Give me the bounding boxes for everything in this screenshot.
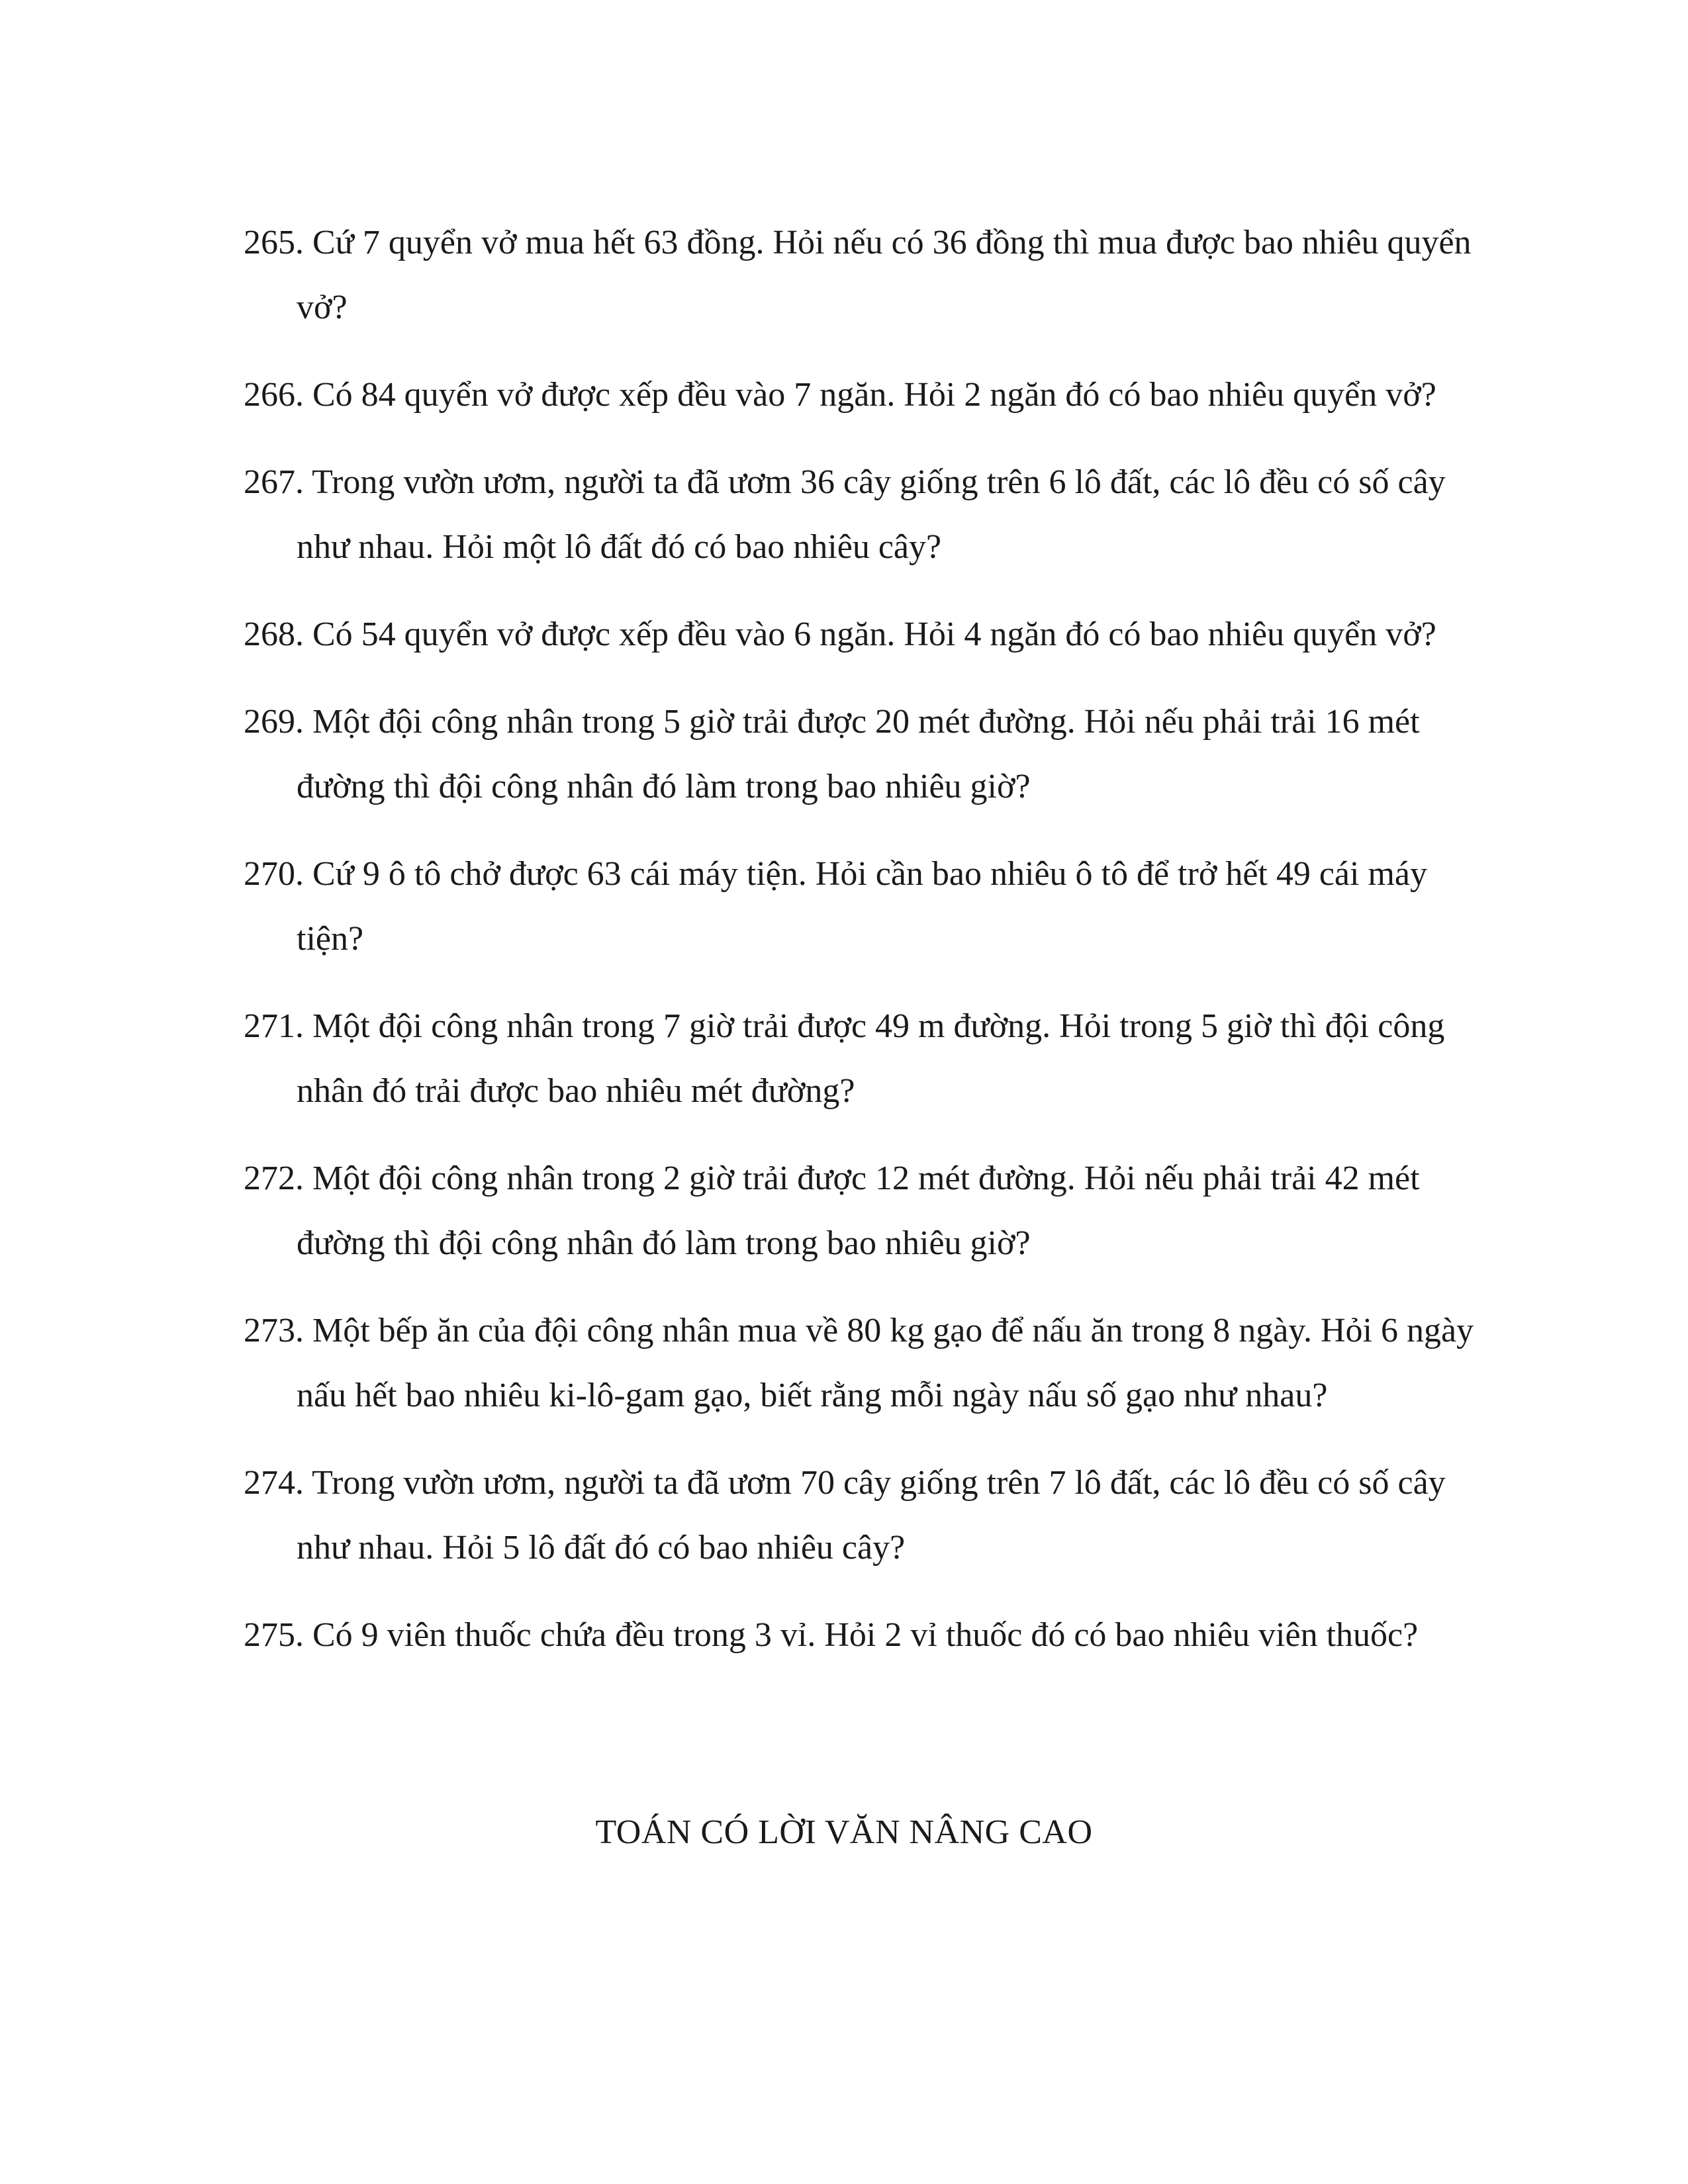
problem-number: 271.: [244, 1007, 304, 1045]
problem-text: Một đội công nhân trong 2 giờ trải được 12 mét đường. Hỏi nếu phải trải 42 mét đường thì đội công nhân đó làm trong bao nhiêu giờ?: [297, 1160, 1420, 1262]
problem-text: Trong vườn ươm, người ta đã ươm 36 cây giống trên 6 lô đất, các lô đều có số cây như nhau. Hỏi một lô đất đó có bao nhiêu cây?: [297, 463, 1446, 566]
problem-number: 270.: [244, 855, 304, 893]
section-heading: TOÁN CÓ LỜI VĂN NÂNG CAO: [595, 1813, 1093, 1851]
problem-item: [244, 210, 1488, 340]
problem-number: 274.: [244, 1464, 304, 1502]
problem-item: [244, 842, 1488, 972]
problem-item: [244, 1603, 1488, 1668]
problem-item: [244, 994, 1488, 1124]
problem-text: Có 9 viên thuốc chứa đều trong 3 vỉ. Hỏi 2 vỉ thuốc đó có bao nhiêu viên thuốc?: [312, 1616, 1419, 1654]
problem-item: [244, 450, 1488, 580]
problem-number: 267.: [244, 463, 304, 501]
problem-number: 275.: [244, 1616, 304, 1654]
problem-item: [244, 1451, 1488, 1580]
problem-text: Trong vườn ươm, người ta đã ươm 70 cây giống trên 7 lô đất, các lô đều có số cây như nhau. Hỏi 5 lô đất đó có bao nhiêu cây?: [297, 1464, 1446, 1567]
problem-item: [244, 1146, 1488, 1276]
problem-number: 268.: [244, 615, 304, 653]
problem-number: 265.: [244, 224, 304, 261]
problem-text: Một bếp ăn của đội công nhân mua về 80 kg gạo để nấu ăn trong 8 ngày. Hỏi 6 ngày nấu hết bao nhiêu ki-lô-gam gạo, biết rằng mỗi ngày nấu số gạo như nhau?: [297, 1312, 1474, 1414]
problem-text: Một đội công nhân trong 7 giờ trải được 49 m đường. Hỏi trong 5 giờ thì đội công nhân đó trải được bao nhiêu mét đường?: [297, 1007, 1445, 1110]
problem-number: 272.: [244, 1160, 304, 1197]
problem-list: [244, 210, 1488, 1690]
problem-number: 266.: [244, 376, 304, 414]
problem-item: [244, 690, 1488, 819]
problem-item: [244, 602, 1488, 667]
problem-number: 269.: [244, 703, 304, 741]
problem-text: Cứ 7 quyển vở mua hết 63 đồng. Hỏi nếu có 36 đồng thì mua được bao nhiêu quyển vở?: [297, 224, 1472, 326]
problem-text: Có 84 quyển vở được xếp đều vào 7 ngăn. Hỏi 2 ngăn đó có bao nhiêu quyển vở?: [312, 376, 1436, 414]
problem-number: 273.: [244, 1312, 304, 1349]
problem-text: Có 54 quyển vở được xếp đều vào 6 ngăn. Hỏi 4 ngăn đó có bao nhiêu quyển vở?: [312, 615, 1436, 653]
problem-item: [244, 363, 1488, 428]
problem-text: Cứ 9 ô tô chở được 63 cái máy tiện. Hỏi cần bao nhiêu ô tô để trở hết 49 cái máy tiện?: [297, 855, 1427, 958]
problem-item: [244, 1298, 1488, 1428]
problem-text: Một đội công nhân trong 5 giờ trải được 20 mét đường. Hỏi nếu phải trải 16 mét đường thì đội công nhân đó làm trong bao nhiêu giờ?: [297, 703, 1420, 805]
